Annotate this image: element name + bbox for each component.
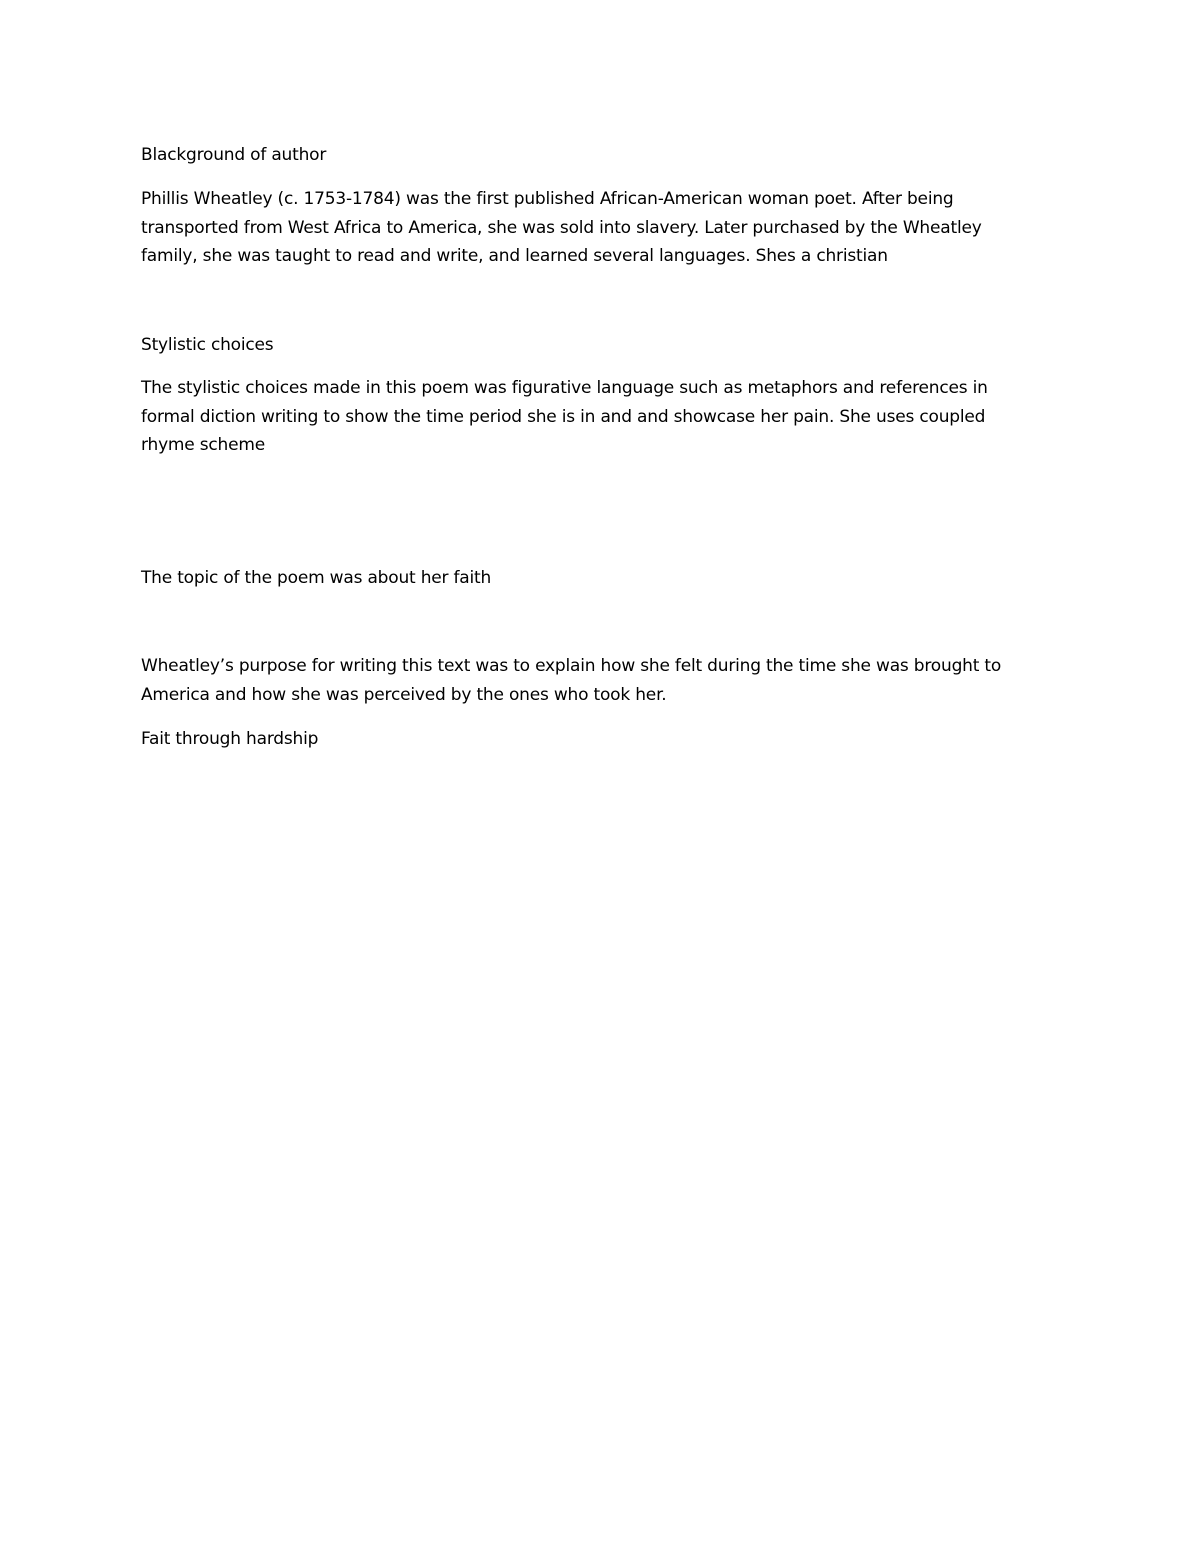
purpose-paragraph bbox=[141, 652, 1061, 709]
background-line-2: transported from West Africa to America, she was sold into slavery. Later purchased by the Wheatley bbox=[141, 217, 982, 238]
purpose-line-1: Wheatley’s purpose for writing this text was to explain how she felt during the time she was brought to bbox=[141, 656, 1002, 676]
theme-paragraph: Fait through hardship bbox=[141, 729, 319, 749]
topic-paragraph: The topic of the poem was about her faith bbox=[141, 568, 492, 588]
heading-background: Blackground of author bbox=[141, 145, 327, 165]
background-line-3: family, she was taught to read and write, and learned several languages. Shes a christian bbox=[141, 246, 888, 266]
stylistic-line-1: The stylistic choices made in this poem was figurative language such as metaphors and references in bbox=[141, 378, 988, 398]
background-paragraph bbox=[141, 185, 1061, 271]
stylistic-line-3: rhyme scheme bbox=[141, 435, 266, 455]
stylistic-paragraph bbox=[141, 374, 1061, 460]
background-line-1: Phillis Wheatley (c. 1753-1784) was the first published African-American woman poet. After being bbox=[141, 189, 954, 209]
heading-stylistic-choices: Stylistic choices bbox=[141, 335, 274, 355]
stylistic-line-2: formal diction writing to show the time period she is in and and showcase her pain. She uses coupled bbox=[141, 406, 986, 427]
purpose-line-2: America and how she was perceived by the ones who took her. bbox=[141, 684, 667, 705]
